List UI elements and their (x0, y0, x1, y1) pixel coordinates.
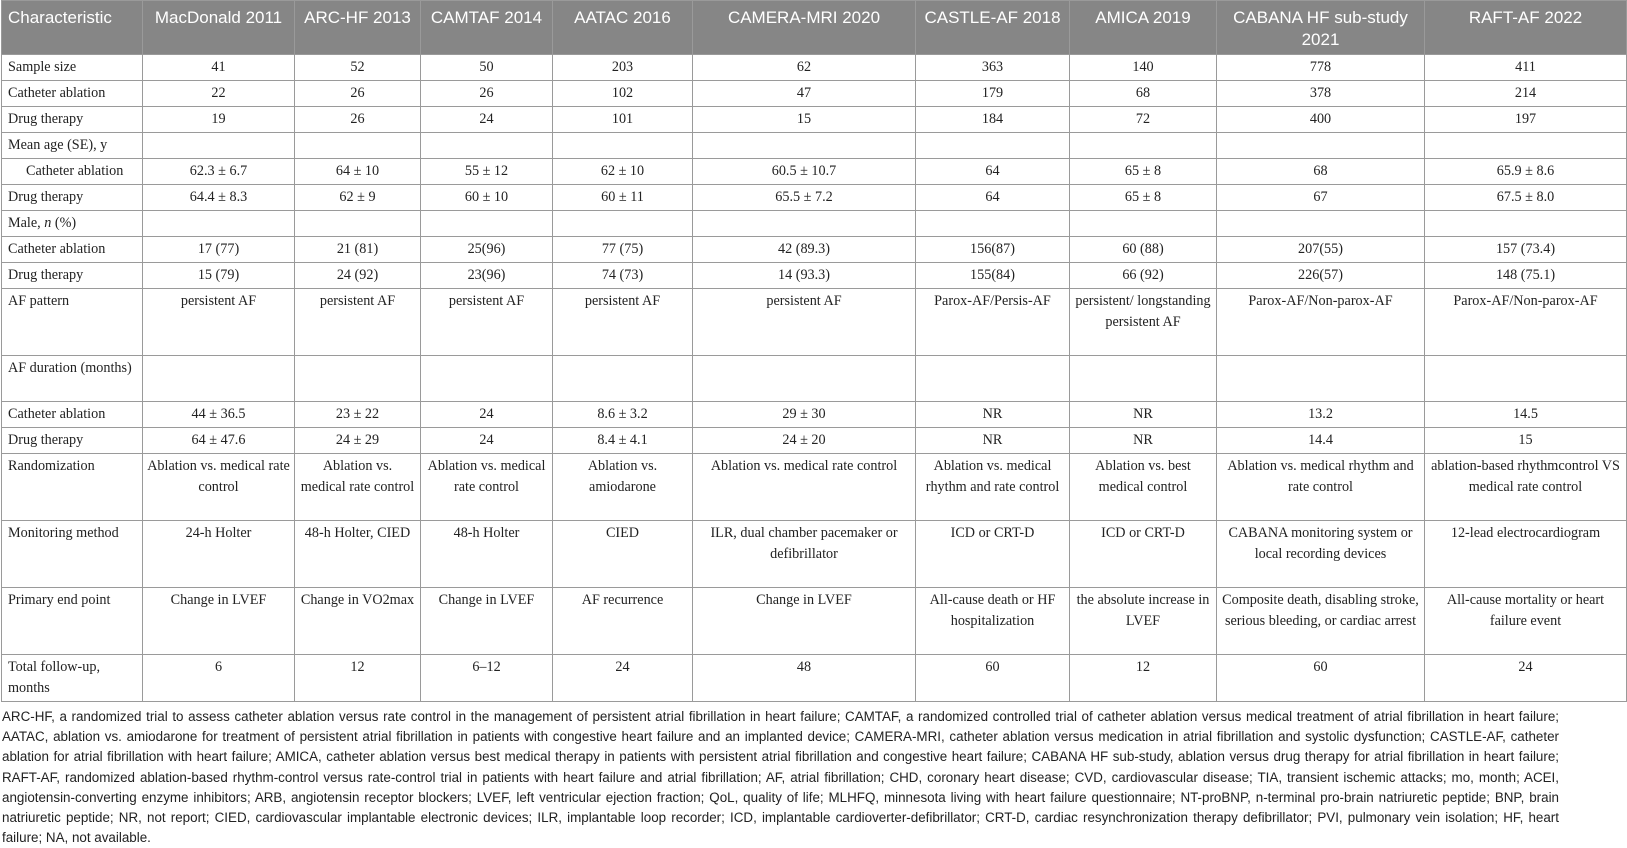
table-cell: Parox-AF/Non-parox-AF (1217, 289, 1425, 356)
table-cell: Parox-AF/Persis-AF (916, 289, 1070, 356)
table-cell: All-cause death or HF hospitalization (916, 588, 1070, 655)
table-cell: 66 (92) (1070, 263, 1217, 289)
header-cell: AMICA 2019 (1070, 1, 1217, 55)
table-cell: 214 (1425, 81, 1627, 107)
table-cell: 12 (1070, 655, 1217, 702)
table-cell: 60 ± 11 (553, 185, 693, 211)
table-cell: 14 (93.3) (693, 263, 916, 289)
table-cell: 24 (421, 428, 553, 454)
table-cell (916, 133, 1070, 159)
table-cell: 24 (553, 655, 693, 702)
table-cell: 25(96) (421, 237, 553, 263)
table-cell: 29 ± 30 (693, 402, 916, 428)
table-cell: ILR, dual chamber pacemaker or defibrillator (693, 521, 916, 588)
table-cell: persistent AF (693, 289, 916, 356)
row-label: Sample size (2, 55, 143, 81)
table-cell: 60 (916, 655, 1070, 702)
table-cell (916, 356, 1070, 402)
table-cell: 400 (1217, 107, 1425, 133)
table-cell (143, 133, 295, 159)
table-cell: 101 (553, 107, 693, 133)
header-cell: CAMTAF 2014 (421, 1, 553, 55)
table-cell (1425, 211, 1627, 237)
table-cell (693, 211, 916, 237)
table-cell: 24 (1425, 655, 1627, 702)
header-cell: CASTLE-AF 2018 (916, 1, 1070, 55)
table-cell: 24 ± 29 (295, 428, 421, 454)
table-cell: 184 (916, 107, 1070, 133)
table-footnote: ARC-HF, a randomized trial to assess catheter ablation versus rate control in the management of persistent atrial fibrillation in heart failure; CAMTAF, a randomized controlled trial of catheter ablation versus medical treatment of atrial fibrillation in heart failure; AATAC, ablation vs. amiodarone for treatment of persistent atrial fibrillation in patients with congestive heart failure and an implanted device; CAMERA-MRI, catheter ablation versus medication in atrial fibrillation and systolic dysfunction; CASTLE-AF, catheter ablation for atrial fibrillation with heart failure; AMICA, catheter ablation versus best medical therapy in patients with persistent atrial fibrillation and congestive heart failure; CABANA HF sub-study, ablation versus drug therapy for atrial fibrillation in heart failure; RAFT-AF, randomized ablation-based rhythm-control versus rate-control trial in patients with heart failure and atrial fibrillation; AF, atrial fibrillation; CHD, coronary heart disease; CVD, cardiovascular disease; TIA, transient ischemic attacks; mo, month; ACEI, angiotensin-converting enzyme inhibitors; ARB, angiotensin receptor blockers; LVEF, left ventricular ejection fraction; QoL, quality of life; MLHFQ, minnesota living with heart failure questionnaire; NT-proBNP, n-terminal pro-brain natriuretic peptide; BNP, brain natriuretic peptide; NR, not report; CIED, cardiovascular implantable electronic devices; ILR, implantable loop recorder; ICD, implantable cardioverter-defibrillator; CRT-D, cardiac resynchronization therapy defibrillator; PVI, pulmonary vein isolation; HF, heart failure; NA, not available. (2, 709, 1559, 846)
table-cell: 50 (421, 55, 553, 81)
table-cell: Ablation vs. best medical control (1070, 454, 1217, 521)
table-cell: 23(96) (421, 263, 553, 289)
table-cell: NR (916, 428, 1070, 454)
table-cell: Ablation vs. medical rhythm and rate control (1217, 454, 1425, 521)
row-label: Primary end point (2, 588, 143, 655)
header-cell: CABANA HF sub-study 2021 (1217, 1, 1425, 55)
table-cell: 44 ± 36.5 (143, 402, 295, 428)
table-cell: 15 (1425, 428, 1627, 454)
table-cell: 23 ± 22 (295, 402, 421, 428)
table-cell: 778 (1217, 55, 1425, 81)
table-cell: 411 (1425, 55, 1627, 81)
table-cell: 48-h Holter (421, 521, 553, 588)
table-cell (1070, 211, 1217, 237)
row-label: Drug therapy (2, 428, 143, 454)
table-cell (1425, 133, 1627, 159)
table-row (2, 107, 1627, 133)
table-cell: 62 (693, 55, 916, 81)
table-cell: Change in LVEF (693, 588, 916, 655)
table-cell: 64.4 ± 8.3 (143, 185, 295, 211)
table-cell: 48-h Holter, CIED (295, 521, 421, 588)
table-cell: 6 (143, 655, 295, 702)
table-cell: 12 (295, 655, 421, 702)
table-cell: NR (916, 402, 1070, 428)
table-row (2, 454, 1627, 521)
table-cell: 65 ± 8 (1070, 185, 1217, 211)
table-cell: Ablation vs. medical rhythm and rate control (916, 454, 1070, 521)
table-cell: 62 ± 10 (553, 159, 693, 185)
table-container (1, 0, 1620, 702)
table-row (2, 521, 1627, 588)
table-cell: 65.9 ± 8.6 (1425, 159, 1627, 185)
table-cell: the absolute increase in LVEF (1070, 588, 1217, 655)
table-cell: 67.5 ± 8.0 (1425, 185, 1627, 211)
table-cell: persistent AF (421, 289, 553, 356)
table-cell: persistent AF (143, 289, 295, 356)
table-cell: 68 (1217, 159, 1425, 185)
table-cell: 64 ± 10 (295, 159, 421, 185)
table-cell: 64 ± 47.6 (143, 428, 295, 454)
table-cell: 12-lead electrocardiogram (1425, 521, 1627, 588)
table-row (2, 159, 1627, 185)
table-cell: 378 (1217, 81, 1425, 107)
table-cell: 21 (81) (295, 237, 421, 263)
table-cell: All-cause mortality or heart failure event (1425, 588, 1627, 655)
table-cell: 363 (916, 55, 1070, 81)
table-cell: 62.3 ± 6.7 (143, 159, 295, 185)
table-cell (1217, 356, 1425, 402)
row-label: Drug therapy (2, 263, 143, 289)
header-cell: MacDonald 2011 (143, 1, 295, 55)
table-cell (916, 211, 1070, 237)
table-cell (1425, 356, 1627, 402)
comparison-table (1, 0, 1627, 702)
table-cell: 24 (92) (295, 263, 421, 289)
table-cell: 41 (143, 55, 295, 81)
table-cell: 67 (1217, 185, 1425, 211)
table-cell: Change in LVEF (143, 588, 295, 655)
table-cell (693, 133, 916, 159)
table-cell: persistent AF (553, 289, 693, 356)
table-cell: Change in LVEF (421, 588, 553, 655)
row-label: AF pattern (2, 289, 143, 356)
row-label: Randomization (2, 454, 143, 521)
table-row (2, 655, 1627, 702)
header-cell: CAMERA-MRI 2020 (693, 1, 916, 55)
table-cell: Ablation vs. medical rate control (143, 454, 295, 521)
table-cell: 24 ± 20 (693, 428, 916, 454)
table-cell: 26 (421, 81, 553, 107)
table-cell: 155(84) (916, 263, 1070, 289)
table-cell: 65.5 ± 7.2 (693, 185, 916, 211)
row-label: Catheter ablation (2, 237, 143, 263)
table-cell: 15 (79) (143, 263, 295, 289)
row-label: Mean age (SE), y (2, 133, 143, 159)
table-cell: 26 (295, 81, 421, 107)
table-row (2, 402, 1627, 428)
table-cell (421, 211, 553, 237)
header-row (2, 1, 1627, 55)
table-cell: 55 ± 12 (421, 159, 553, 185)
table-cell: Composite death, disabling stroke, serious bleeding, or cardiac arrest (1217, 588, 1425, 655)
table-cell: persistent AF (295, 289, 421, 356)
table-row (2, 237, 1627, 263)
table-cell: 60 ± 10 (421, 185, 553, 211)
table-cell: 15 (693, 107, 916, 133)
table-cell: 19 (143, 107, 295, 133)
table-cell (1217, 133, 1425, 159)
header-cell: Characteristic (2, 1, 143, 55)
table-cell: 64 (916, 159, 1070, 185)
table-cell: 207(55) (1217, 237, 1425, 263)
table-cell: Change in VO2max (295, 588, 421, 655)
table-row (2, 185, 1627, 211)
table-cell (1070, 133, 1217, 159)
table-cell: NR (1070, 428, 1217, 454)
male-label-text: Male, n (%) (8, 215, 77, 231)
row-label (2, 211, 143, 237)
table-cell: ablation-based rhythmcontrol VS medical rate control (1425, 454, 1627, 521)
table-cell: 72 (1070, 107, 1217, 133)
table-cell (295, 133, 421, 159)
table-cell (143, 356, 295, 402)
table-cell: 197 (1425, 107, 1627, 133)
table-cell: 77 (75) (553, 237, 693, 263)
table-cell: 14.5 (1425, 402, 1627, 428)
table-cell (1070, 356, 1217, 402)
table-cell: 65 ± 8 (1070, 159, 1217, 185)
table-cell: 24-h Holter (143, 521, 295, 588)
row-label: Catheter ablation (2, 159, 143, 185)
table-cell: 60.5 ± 10.7 (693, 159, 916, 185)
row-label: Catheter ablation (2, 402, 143, 428)
table-cell: 24 (421, 107, 553, 133)
table-row (2, 263, 1627, 289)
table-cell (553, 133, 693, 159)
row-label: Monitoring method (2, 521, 143, 588)
table-cell: Ablation vs. medical rate control (421, 454, 553, 521)
table-cell: 156(87) (916, 237, 1070, 263)
table-cell: 60 (1217, 655, 1425, 702)
table-cell: 148 (75.1) (1425, 263, 1627, 289)
table-cell: 42 (89.3) (693, 237, 916, 263)
table-cell: NR (1070, 402, 1217, 428)
row-label: Catheter ablation (2, 81, 143, 107)
header-cell: AATAC 2016 (553, 1, 693, 55)
table-cell: 179 (916, 81, 1070, 107)
table-cell: persistent/ longstanding persistent AF (1070, 289, 1217, 356)
table-cell: CABANA monitoring system or local recording devices (1217, 521, 1425, 588)
table-cell: ICD or CRT-D (916, 521, 1070, 588)
table-cell: 6–12 (421, 655, 553, 702)
table-cell (693, 356, 916, 402)
table-row (2, 428, 1627, 454)
table-row (2, 356, 1627, 402)
table-cell: 26 (295, 107, 421, 133)
table-cell: 226(57) (1217, 263, 1425, 289)
table-cell: Parox-AF/Non-parox-AF (1425, 289, 1627, 356)
table-cell: 52 (295, 55, 421, 81)
table-cell: Ablation vs. amiodarone (553, 454, 693, 521)
table-cell (295, 356, 421, 402)
table-cell: 203 (553, 55, 693, 81)
table-cell: ICD or CRT-D (1070, 521, 1217, 588)
table-cell: Ablation vs. medical rate control (693, 454, 916, 521)
table-cell (1217, 211, 1425, 237)
table-cell (553, 356, 693, 402)
table-row (2, 211, 1627, 237)
table-cell (421, 133, 553, 159)
table-cell: 60 (88) (1070, 237, 1217, 263)
table-cell: 68 (1070, 81, 1217, 107)
table-cell: CIED (553, 521, 693, 588)
row-label: Drug therapy (2, 185, 143, 211)
header-cell: ARC-HF 2013 (295, 1, 421, 55)
table-cell: 62 ± 9 (295, 185, 421, 211)
table-cell (421, 356, 553, 402)
table-cell: Ablation vs. medical rate control (295, 454, 421, 521)
row-label: Total follow-up, months (2, 655, 143, 702)
table-cell: 74 (73) (553, 263, 693, 289)
table-cell (553, 211, 693, 237)
table-cell: 22 (143, 81, 295, 107)
row-label: Drug therapy (2, 107, 143, 133)
table-cell: 24 (421, 402, 553, 428)
table-cell: 48 (693, 655, 916, 702)
table-cell: 64 (916, 185, 1070, 211)
table-row (2, 588, 1627, 655)
table-cell (143, 211, 295, 237)
table-cell: 13.2 (1217, 402, 1425, 428)
table-row (2, 289, 1627, 356)
table-cell: 47 (693, 81, 916, 107)
table-cell: 8.4 ± 4.1 (553, 428, 693, 454)
table-row (2, 81, 1627, 107)
table-cell: AF recurrence (553, 588, 693, 655)
table-cell: 157 (73.4) (1425, 237, 1627, 263)
table-cell: 102 (553, 81, 693, 107)
row-label: AF duration (months) (2, 356, 143, 402)
table-cell: 17 (77) (143, 237, 295, 263)
table-cell: 8.6 ± 3.2 (553, 402, 693, 428)
header-cell: RAFT-AF 2022 (1425, 1, 1627, 55)
table-row (2, 55, 1627, 81)
table-cell: 140 (1070, 55, 1217, 81)
table-cell: 14.4 (1217, 428, 1425, 454)
table-row (2, 133, 1627, 159)
table-cell (295, 211, 421, 237)
